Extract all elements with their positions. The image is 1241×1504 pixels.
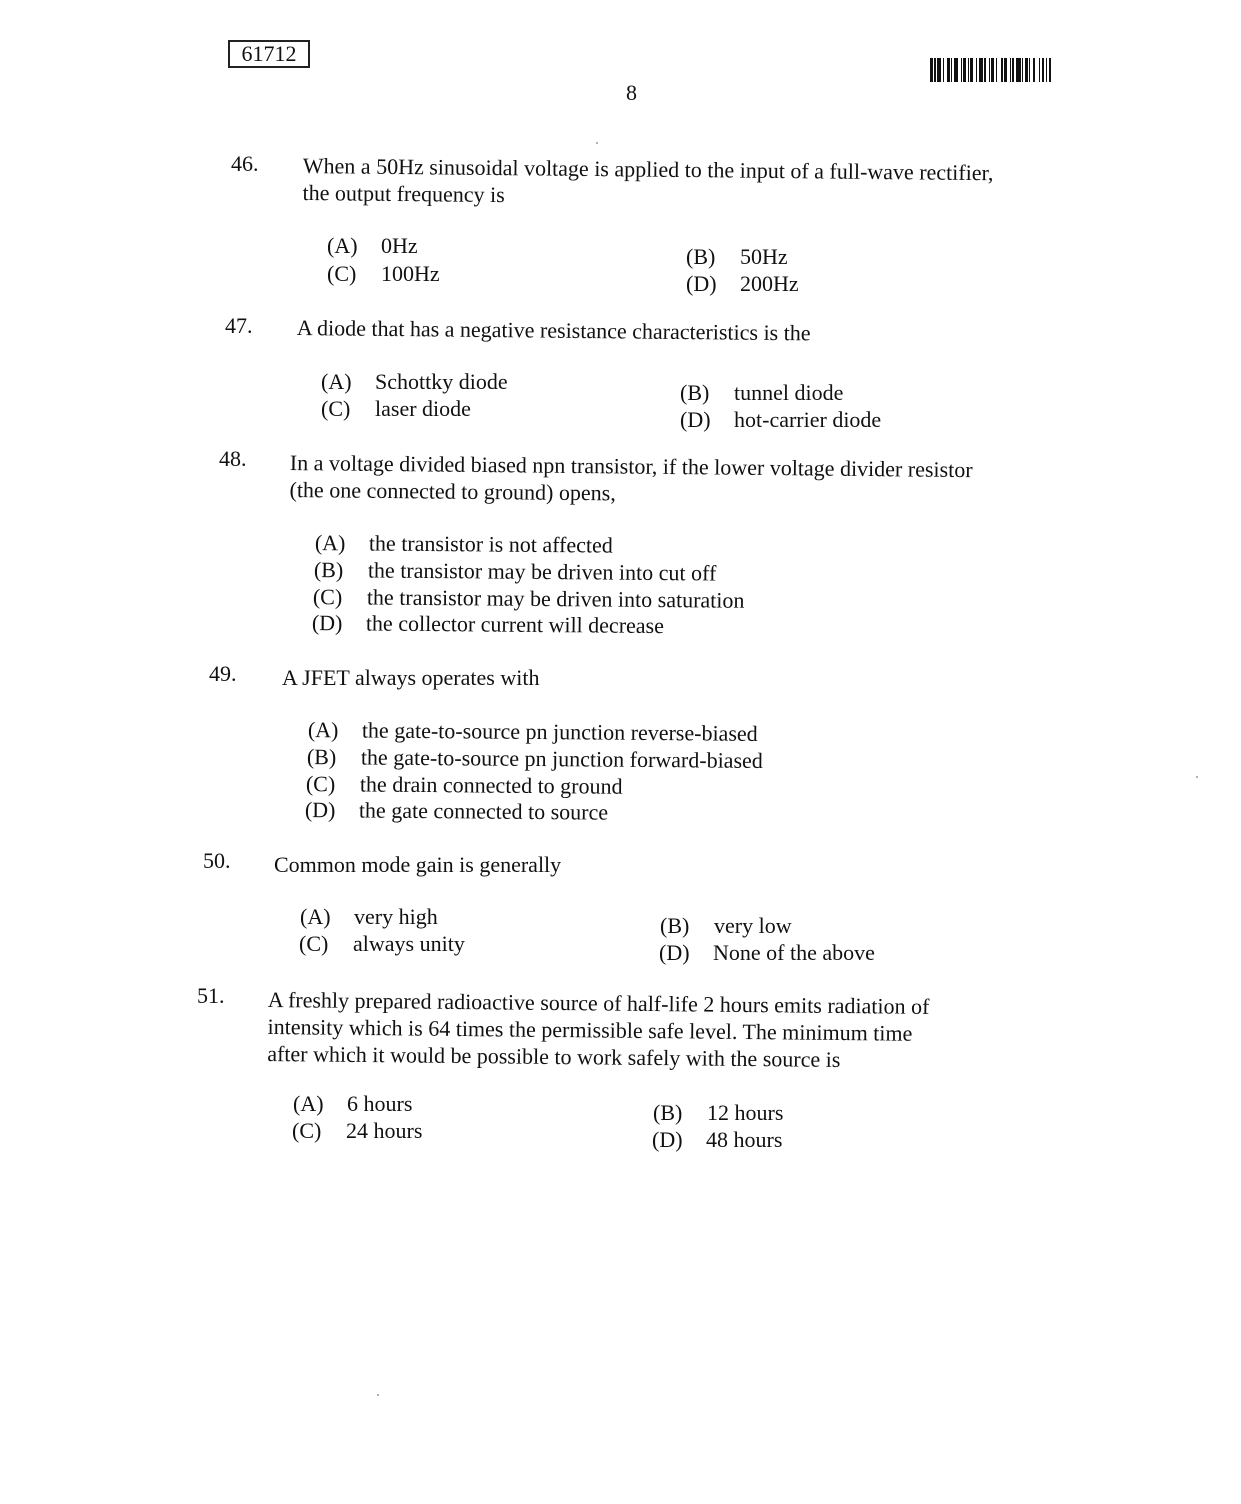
option-b	[314, 557, 717, 587]
option-text: laser diode	[375, 396, 471, 421]
question-line: When a 50Hz sinusoidal voltage is applied to the input of a full-wave rectifier,	[302, 152, 994, 186]
scan-speck	[1196, 776, 1198, 778]
option-a	[327, 233, 418, 259]
question-number: 46.	[231, 151, 259, 176]
option-text: 6 hours	[347, 1091, 413, 1116]
option-label: (B)	[653, 1100, 683, 1125]
question-line: A JFET always operates with	[282, 665, 540, 690]
question-line: Common mode gain is generally	[274, 852, 562, 877]
question-line: In a voltage divided biased npn transistor, if the lower voltage divider resistor	[289, 449, 973, 483]
option-b	[307, 744, 763, 774]
option-d	[659, 940, 875, 966]
option-text: the gate-to-source pn junction reverse-biased	[361, 717, 758, 746]
question-line: intensity which is 64 times the permissible safe level. The minimum time	[267, 1013, 913, 1046]
option-label: (D)	[686, 271, 717, 296]
option-d	[686, 271, 799, 297]
option-label: (B)	[313, 557, 344, 583]
option-text: very high	[354, 904, 438, 929]
option-text: the drain connected to ground	[359, 771, 623, 799]
option-label: (A)	[293, 1091, 324, 1116]
question-number: 50.	[203, 848, 231, 873]
option-text: 48 hours	[706, 1127, 783, 1152]
option-label: (D)	[680, 407, 711, 432]
question-line: the output frequency is	[302, 179, 505, 208]
option-label: (D)	[652, 1127, 683, 1152]
question-line: A freshly prepared radioactive source of half-life 2 hours emits radiation of	[267, 986, 930, 1019]
page-number: 8	[626, 80, 637, 105]
option-text: the transistor may be driven into saturation	[366, 584, 745, 613]
option-label: (C)	[292, 1118, 322, 1143]
option-text: None of the above	[713, 940, 875, 965]
option-text: Schottky diode	[375, 369, 508, 394]
question-text	[282, 664, 539, 691]
option-label: (A)	[307, 717, 339, 743]
question-line: A diode that has a negative resistance characteristics is the	[296, 314, 811, 346]
option-b	[680, 380, 843, 406]
question-text	[289, 449, 972, 510]
option-text: 0Hz	[381, 233, 418, 258]
option-label: (D)	[659, 940, 690, 965]
question-text	[297, 314, 811, 346]
question-text	[274, 851, 561, 878]
option-b	[686, 244, 788, 270]
option-text: hot-carrier diode	[734, 407, 882, 432]
option-text: the transistor may be driven into cut off	[367, 557, 717, 586]
option-c	[327, 261, 440, 287]
option-text: 50Hz	[740, 244, 788, 269]
question-line: after which it would be possible to work safely with the source is	[267, 1040, 841, 1072]
question-text	[267, 986, 929, 1074]
option-text: the transistor is not affected	[368, 530, 613, 558]
option-d	[652, 1127, 782, 1153]
option-d	[680, 407, 881, 433]
option-text: 100Hz	[381, 261, 440, 286]
option-label: (C)	[312, 584, 343, 610]
option-text: tunnel diode	[734, 380, 844, 405]
option-label: (C)	[327, 261, 357, 286]
option-c	[321, 396, 471, 422]
question-line: (the one connected to ground) opens,	[289, 476, 616, 506]
barcode-icon	[930, 58, 1086, 82]
question-text	[302, 152, 993, 213]
option-text: 24 hours	[346, 1118, 423, 1143]
question-number: 49.	[209, 661, 237, 686]
option-d	[312, 610, 664, 639]
option-b	[660, 913, 792, 939]
question-number: 47.	[225, 313, 253, 338]
option-c	[306, 771, 623, 800]
question-number: 48.	[219, 446, 247, 471]
option-text: 12 hours	[707, 1100, 784, 1125]
option-a	[315, 530, 613, 559]
option-text: very low	[714, 913, 792, 938]
option-a	[300, 904, 438, 930]
option-label: (D)	[311, 610, 343, 636]
option-label: (C)	[321, 396, 351, 421]
option-a	[308, 717, 758, 747]
question-number: 51.	[197, 983, 225, 1008]
scan-speck	[377, 1394, 379, 1396]
scan-speck	[596, 142, 598, 144]
option-label: (C)	[305, 771, 336, 797]
option-label: (B)	[686, 244, 716, 269]
option-text: 200Hz	[740, 271, 799, 296]
option-text: always unity	[353, 931, 465, 956]
option-label: (D)	[304, 797, 336, 823]
option-text: the gate-to-source pn junction forward-biased	[360, 744, 763, 773]
option-c	[292, 1118, 422, 1144]
option-text: the gate connected to source	[358, 797, 609, 825]
option-a	[321, 369, 508, 395]
option-label: (C)	[299, 931, 329, 956]
option-label: (A)	[321, 369, 352, 394]
option-c	[299, 931, 465, 957]
option-label: (B)	[660, 913, 690, 938]
option-d	[305, 797, 608, 826]
option-label: (A)	[327, 233, 358, 258]
option-c	[313, 584, 745, 614]
option-text: the collector current will decrease	[365, 610, 665, 639]
option-label: (B)	[680, 380, 710, 405]
option-label: (B)	[306, 744, 337, 770]
paper-code-box: 61712	[228, 40, 310, 68]
option-label: (A)	[300, 904, 331, 929]
barcode-bar	[1051, 58, 1054, 82]
option-b	[653, 1100, 783, 1126]
option-label: (A)	[314, 530, 346, 556]
option-a	[293, 1091, 412, 1117]
